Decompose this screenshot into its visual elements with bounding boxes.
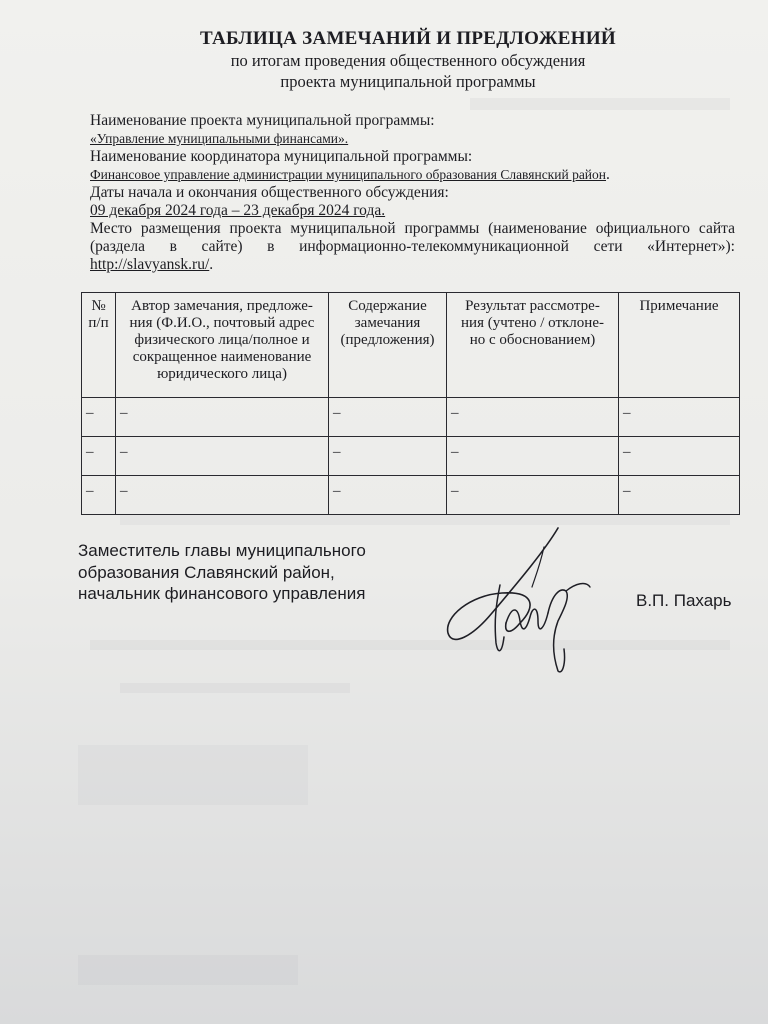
table-cell: – bbox=[447, 398, 619, 437]
table-cell: – bbox=[447, 437, 619, 476]
table-cell: – bbox=[82, 476, 116, 515]
site-link[interactable]: http://slavyansk.ru/ bbox=[90, 256, 210, 273]
document-title: ТАБЛИЦА ЗАМЕЧАНИЙ И ПРЕДЛОЖЕНИЙ bbox=[199, 28, 617, 49]
coordinator-end: . bbox=[606, 166, 610, 183]
table-cell: – bbox=[116, 476, 329, 515]
table-cell: – bbox=[329, 437, 447, 476]
signatory-name: В.П. Пахарь bbox=[636, 591, 732, 610]
table-cell: – bbox=[329, 398, 447, 437]
header-content: Содержание замечания (предложения) bbox=[329, 293, 447, 398]
site-end: . bbox=[209, 256, 214, 273]
header-result: Результат рассмотре- ния (учтено / отклоне- но с обоснованием) bbox=[447, 293, 619, 398]
table-cell: – bbox=[116, 437, 329, 476]
table-cell: – bbox=[116, 398, 329, 437]
table-cell: – bbox=[329, 476, 447, 515]
position-line-2: образования Славянский район, bbox=[78, 562, 335, 582]
place-line-1: Место размещения проекта муниципальной программы (наименование официального сайта bbox=[90, 220, 735, 237]
table-header-row bbox=[82, 293, 740, 398]
dates-label: Даты начала и окончания общественного обсуждения: bbox=[90, 184, 449, 201]
table-row bbox=[82, 476, 740, 515]
table-row bbox=[82, 398, 740, 437]
position-line-3: начальник финансового управления bbox=[78, 584, 366, 603]
table-cell: – bbox=[619, 476, 740, 515]
table-cell: – bbox=[619, 437, 740, 476]
table-cell: – bbox=[447, 476, 619, 515]
coordinator-value: Финансовое управление администрации муниципального образования Славянский район bbox=[90, 167, 607, 182]
program-value: «Управление муниципальными финансами». bbox=[90, 131, 349, 146]
header-author: Автор замечания, предложе- ния (Ф.И.О., почтовый адрес физического лица/полное и сокращенное наименование юридического лица) bbox=[116, 293, 329, 398]
signatory-position bbox=[78, 540, 366, 605]
remarks-table bbox=[81, 292, 740, 515]
dates-value: 09 декабря 2024 года – 23 декабря 2024 года. bbox=[90, 202, 386, 219]
table-cell: – bbox=[619, 398, 740, 437]
handwritten-signature bbox=[440, 525, 630, 675]
place-line-2: (раздела в сайте) в информационно-телекоммуникационной сети «Интернет»): bbox=[90, 238, 735, 255]
table-cell: – bbox=[82, 437, 116, 476]
header-number: № п/п bbox=[82, 293, 116, 398]
table-cell: – bbox=[82, 398, 116, 437]
coordinator-label: Наименование координатора муниципальной программы: bbox=[90, 148, 473, 165]
program-label: Наименование проекта муниципальной программы: bbox=[90, 112, 435, 129]
position-line-1: Заместитель главы муниципального bbox=[78, 541, 366, 560]
table-row bbox=[82, 437, 740, 476]
header-note: Примечание bbox=[619, 293, 740, 398]
document-subtitle-2: проекта муниципальной программы bbox=[280, 72, 536, 91]
document-subtitle-1: по итогам проведения общественного обсуждения bbox=[230, 51, 586, 70]
